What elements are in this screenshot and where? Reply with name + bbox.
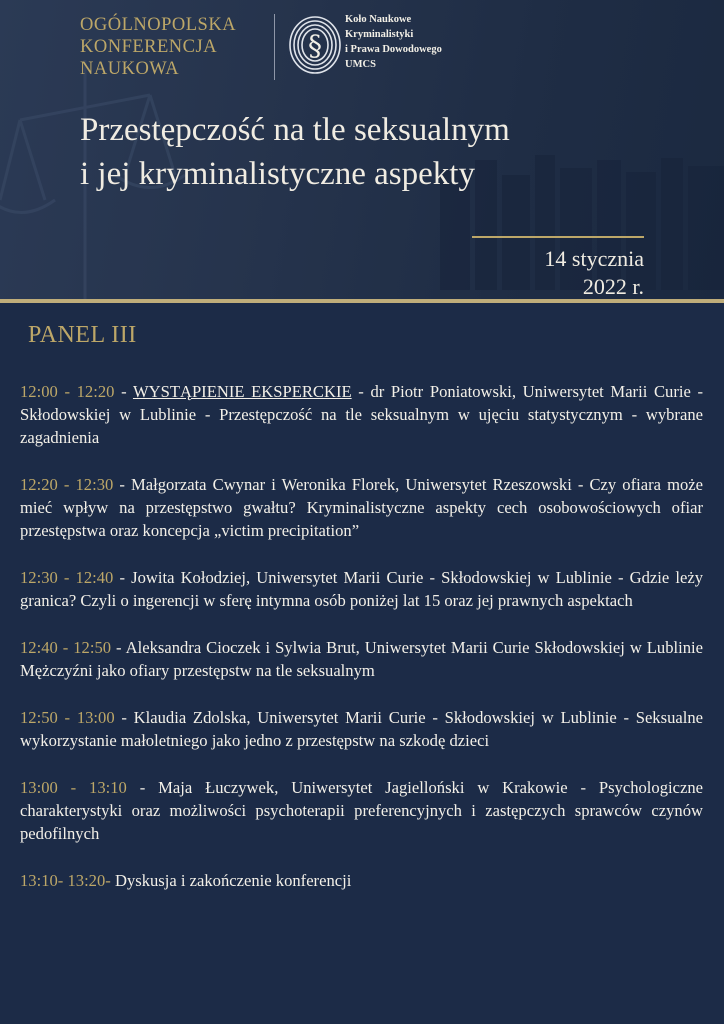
schedule-text: - dr Piotr Poniatowski, Uniwersytet Marii Curie - Skłodowskiej w Lublinie - Przestępczość na tle seksualnym w ujęciu statystycznym - wybrane zagadnienia (20, 382, 703, 447)
conference-title (80, 108, 700, 196)
schedule-item (20, 776, 703, 845)
club-name-line: UMCS (345, 59, 376, 70)
club-name-line: Kryminalistyki (345, 29, 414, 40)
fingerprint-section-sign-icon (287, 14, 343, 76)
schedule-time: 12:50 - 13:00 (20, 708, 115, 727)
date-line: 14 stycznia (544, 246, 644, 271)
schedule-separator: - (113, 475, 131, 494)
poster-header (0, 0, 724, 300)
schedule-time: 12:30 - 12:40 (20, 568, 114, 587)
schedule-separator: - (111, 638, 126, 657)
schedule-separator: - (114, 708, 134, 727)
schedule-text: Dyskusja i zakończenie konferencji (114, 871, 352, 890)
schedule-separator: - (126, 778, 159, 797)
header-divider (274, 14, 275, 80)
schedule-list (20, 380, 703, 916)
conference-label-line: KONFERENCJA (80, 37, 218, 57)
schedule-item (20, 473, 703, 542)
conference-label (80, 14, 236, 80)
schedule-item (20, 380, 703, 449)
conference-label-line: OGÓLNOPOLSKA (80, 15, 237, 35)
schedule-text: Maja Łuczywek, Uniwersytet Jagielloński w Krakowie - Psychologiczne charakterystyki oraz możliwości psychoterapii preferencyjnych i zastępczych sprawców czynów pedofilnych (20, 778, 703, 843)
schedule-highlight: WYSTĄPIENIE EKSPERCKIE (132, 382, 352, 401)
conference-label-line: NAUKOWA (80, 59, 180, 79)
schedule-separator: - (114, 382, 133, 401)
svg-text:§: § (308, 29, 322, 62)
schedule-separator: - (105, 871, 115, 890)
date-rule (472, 236, 644, 238)
schedule-text: Aleksandra Cioczek i Sylwia Brut, Uniwersytet Marii Curie Skłodowskiej w Lublinie Mężczyźni jako ofiary przestępstw na tle seksualnym (20, 638, 703, 680)
schedule-separator: - (113, 568, 132, 587)
schedule-time: 12:40 - 12:50 (20, 638, 112, 657)
schedule-text: Klaudia Zdolska, Uniwersytet Marii Curie - Skłodowskiej w Lublinie - Seksualne wykorzystanie małoletniego jako jedno z przestępstw na szkodę dzieci (20, 708, 703, 750)
conference-date (544, 245, 644, 300)
schedule-time: 12:20 - 12:30 (20, 475, 114, 494)
schedule-item (20, 869, 703, 892)
club-name-line: i Prawa Dowodowego (345, 44, 442, 55)
schedule-item (20, 636, 703, 682)
schedule-item (20, 706, 703, 752)
schedule-time: 13:00 - 13:10 (20, 778, 127, 797)
schedule-text: Jowita Kołodziej, Uniwersytet Marii Curie - Skłodowskiej w Lublinie - Gdzie leży granica? Czyli o ingerencji w sferę intymna osób poniżej lat 15 oraz jej prawnych aspektach (20, 568, 704, 610)
club-name-line: Koło Naukowe (345, 14, 412, 25)
schedule-item (20, 566, 703, 612)
panel-title: PANEL III (28, 322, 137, 348)
club-name (345, 12, 442, 72)
schedule-text: Małgorzata Cwynar i Weronika Florek, Uniwersytet Rzeszowski - Czy ofiara może mieć wpływ na przestępstwo gwałtu? Kryminalistyczne aspekty cech osobowościowych ofiar przestępstwa oraz koncepcja „victim precipitation” (20, 475, 704, 540)
schedule-time: 12:00 - 12:20 (20, 382, 115, 401)
date-line: 2022 r. (582, 274, 644, 299)
schedule-time: 13:10- 13:20 (20, 871, 106, 890)
header-rule (0, 299, 724, 303)
conference-title-line: Przestępczość na tle seksualnym (80, 112, 510, 148)
conference-title-line: i jej kryminalistyczne aspekty (80, 156, 475, 192)
